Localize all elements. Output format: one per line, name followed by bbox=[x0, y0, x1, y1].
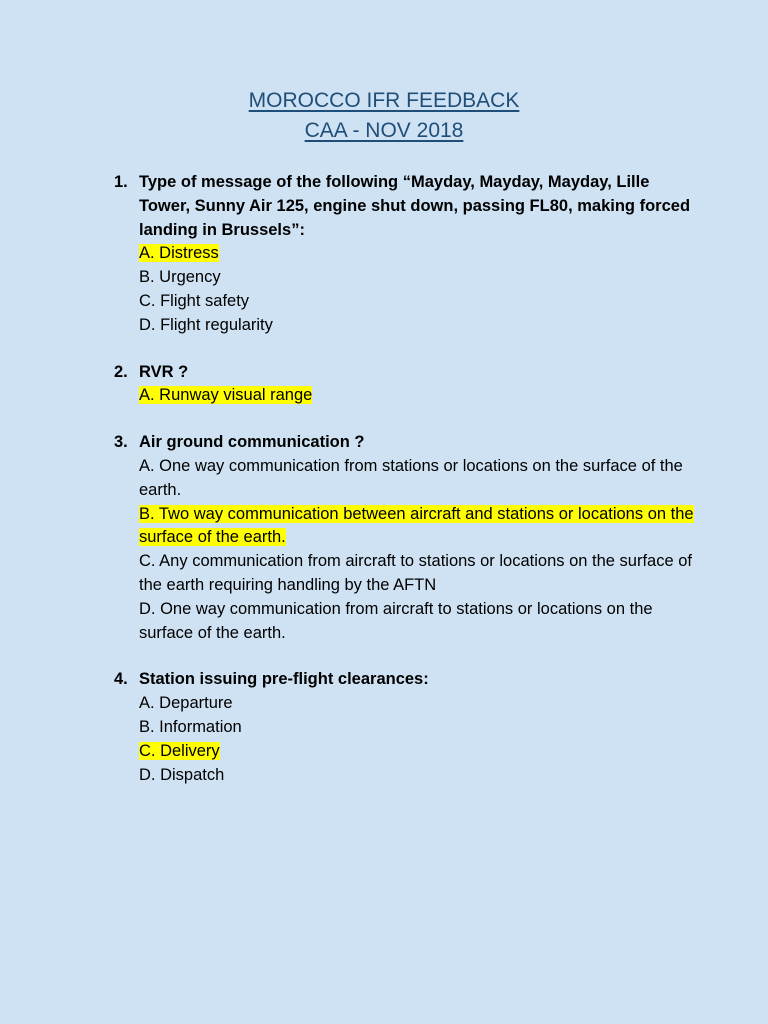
document-title: MOROCCO IFR FEEDBACK bbox=[248, 89, 520, 112]
highlighted-answer: A. Runway visual range bbox=[139, 386, 313, 405]
answer-option: A. One way communication from stations or locations on the surface of the earth. bbox=[139, 456, 683, 499]
question-number: 3. bbox=[114, 433, 128, 452]
question-list bbox=[114, 171, 694, 810]
answer-option: D. One way communication from aircraft to stations or locations on the surface of the earth. bbox=[139, 599, 653, 642]
answer-option bbox=[139, 384, 694, 408]
question-number: 1. bbox=[114, 173, 128, 191]
answer-option bbox=[139, 503, 694, 551]
answer-option bbox=[139, 242, 694, 266]
answer-option: C. Any communication from aircraft to stations or locations on the surface of the earth requiring handling by the AFTN bbox=[139, 552, 692, 594]
document-subtitle: CAA - NOV 2018 bbox=[304, 119, 464, 142]
document-header bbox=[0, 86, 768, 146]
question-number: 4. bbox=[114, 670, 128, 689]
question-item bbox=[114, 361, 694, 409]
question-item bbox=[114, 171, 694, 338]
highlighted-answer: B. Two way communication between aircraft and stations or locations on the surface of the earth. bbox=[139, 504, 694, 547]
question-item bbox=[114, 431, 694, 645]
answer-option bbox=[139, 740, 694, 764]
question-number: 2. bbox=[114, 362, 128, 381]
answer-option: D. Flight regularity bbox=[139, 315, 273, 334]
question-item bbox=[114, 668, 694, 787]
question-text: Station issuing pre-flight clearances: bbox=[139, 670, 429, 689]
answer-option: A. Departure bbox=[139, 694, 233, 713]
question-text: RVR ? bbox=[139, 362, 189, 381]
question-text: Air ground communication ? bbox=[139, 433, 365, 452]
highlighted-answer: A. Distress bbox=[139, 244, 219, 263]
answer-option: B. Urgency bbox=[139, 268, 221, 287]
answer-option: D. Dispatch bbox=[139, 765, 225, 784]
question-text: Type of message of the following “Mayday, Mayday, Mayday, Lille Tower, Sunny Air 125, engine shut down, passing FL80, making forced landing in Brussels”: bbox=[139, 173, 691, 239]
answer-option: C. Flight safety bbox=[139, 291, 250, 310]
answer-option: B. Information bbox=[139, 717, 242, 736]
highlighted-answer: C. Delivery bbox=[139, 741, 220, 760]
